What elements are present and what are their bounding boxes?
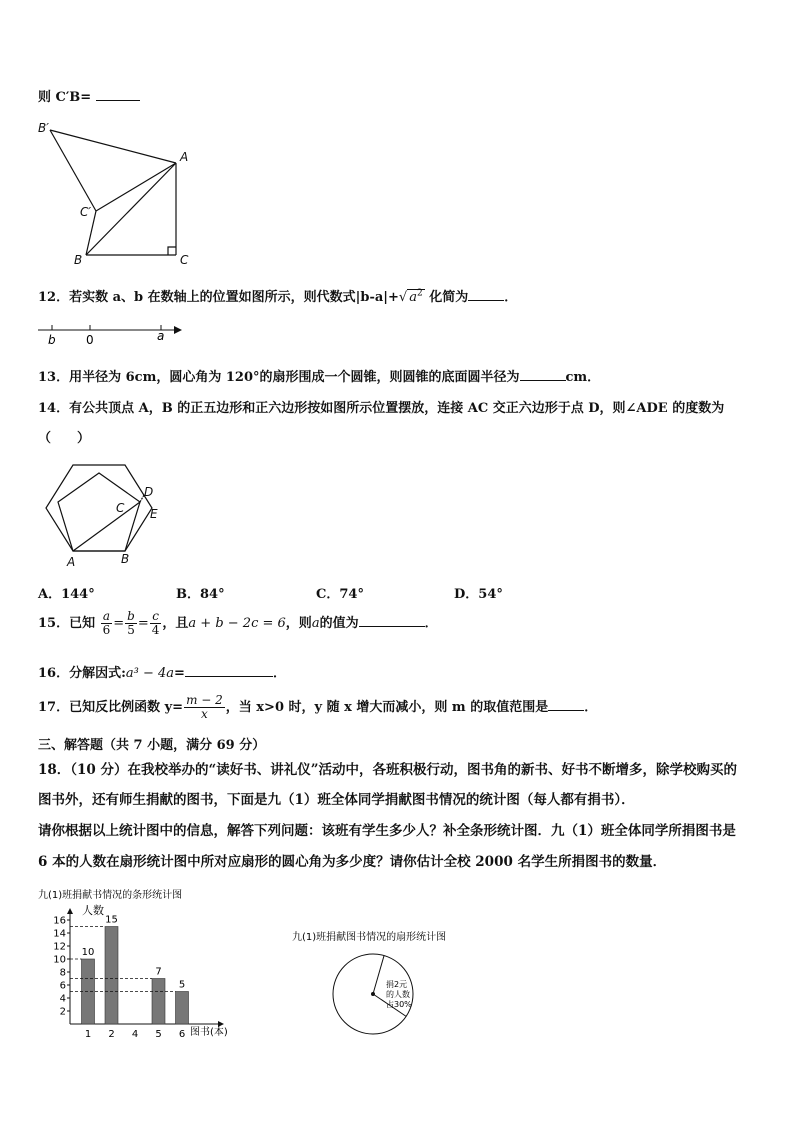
y-tick-label: 2: [59, 1006, 66, 1018]
y-tick-label: 8: [59, 967, 66, 979]
pie-title: 九(1)班捐献图书情况的扇形统计图: [292, 932, 447, 943]
y-axis-label: 人数: [82, 904, 104, 917]
answer-blank[interactable]: [468, 288, 504, 301]
frac-den: 5: [127, 623, 135, 637]
frac-den: 4: [151, 623, 160, 637]
q14-paren-text: （ ）: [38, 431, 91, 446]
q18-line-1: 18．（10 分）在我校举办的“读好书、讲礼仪”活动中，各班积极行动，图书角的新书、好书不断增多，除学校购买的: [38, 762, 738, 778]
y-tick-label: 6: [59, 980, 66, 992]
q12-text: 12．若实数 a、b 在数轴上的位置如图所示，则代数式|b-a|+: [38, 290, 399, 305]
y-axis-arrow: [67, 908, 73, 914]
bar-data-label: 7: [155, 966, 162, 978]
option-c[interactable]: C．74°: [316, 587, 364, 602]
label-a: A: [67, 555, 76, 569]
number-line: [36, 320, 186, 350]
label-e: E: [150, 507, 158, 521]
q16-expression: a³ − 4a: [125, 666, 175, 681]
q15-end: ．: [424, 616, 438, 631]
answer-blank[interactable]: [548, 698, 584, 711]
question-17: [38, 694, 597, 721]
q15-suffix: 的值为: [319, 616, 359, 631]
hexagon-pentagon-figure: [40, 462, 180, 572]
q11-answer-line: [38, 86, 140, 105]
q13-end: cm．: [565, 370, 601, 385]
x-tick-label: 1: [84, 1029, 92, 1040]
frac-den: x: [201, 707, 208, 721]
chart-title: 九(1)班捐献书情况的条形统计图: [38, 890, 183, 901]
pie-chart: [286, 924, 486, 1040]
x-tick-label: 5: [155, 1029, 162, 1040]
fraction-a-6: [101, 610, 113, 637]
option-d[interactable]: D．54°: [454, 587, 503, 602]
q14-text: 14．有公共顶点 A，B 的正五边形和正六边形按如图所示位置摆放，连接 AC 交正六边形于点 D，则∠ADE 的度数为: [38, 401, 725, 416]
frac-num: c: [150, 610, 162, 624]
q18-line-3: 请你根据以上统计图中的信息，解答下列问题：该班有学生多少人？补全条形统计图．九（1）班全体同学所捐图书是: [38, 823, 736, 839]
label-b: B: [121, 552, 130, 566]
label-b-prime: B′: [38, 121, 49, 135]
fraction-c-4: [150, 610, 162, 637]
q12-text2: 化简为: [424, 290, 469, 305]
numberline-zero: 0: [86, 333, 94, 347]
label-c-prime: C′: [80, 205, 92, 219]
pie-slice-label: 占30%: [386, 1000, 412, 1009]
q18-line-2: 图书外，还有师生捐献的图书，下面是九（1）班全体同学捐献图书情况的统计图（每人都有捐书）．: [38, 792, 635, 808]
x-tick-label: 6: [178, 1029, 186, 1040]
label-c: C: [116, 501, 125, 515]
option-a[interactable]: A．144°: [38, 587, 95, 602]
x-tick-label: 4: [131, 1029, 139, 1040]
q17-prefix: 17．已知反比例函数 y=: [38, 700, 184, 715]
y-tick-label: 16: [53, 915, 66, 927]
q17-end: ．: [584, 700, 598, 715]
question-15: [38, 610, 438, 637]
q15-var: a: [311, 616, 320, 631]
bar: [152, 979, 165, 1025]
sqrt-symbol: √: [398, 290, 408, 305]
fraction-b-5: [125, 610, 137, 637]
frac-den: 6: [102, 623, 111, 637]
q16-prefix: 16．分解因式:: [38, 666, 126, 681]
label-b: B: [74, 253, 83, 267]
option-b[interactable]: B．84°: [176, 587, 225, 602]
y-tick-label: 10: [53, 954, 66, 966]
answer-blank[interactable]: [96, 88, 140, 101]
question-16: [38, 662, 286, 681]
x-tick-label: 2: [108, 1029, 115, 1040]
y-tick-label: 14: [53, 928, 66, 940]
triangle-rotation-figure: [30, 118, 200, 268]
bar-chart: [36, 884, 266, 1040]
label-c: C: [180, 253, 189, 267]
q12-end: ．: [504, 290, 518, 305]
bar-data-label: 5: [178, 979, 186, 991]
section-heading: 三、解答题（共 7 小题，满分 69 分）: [38, 738, 266, 753]
q13-text: 13．用半径为 6cm，圆心角为 120°的扇形围成一个圆锥，则圆锥的底面圆半径为: [38, 370, 520, 385]
radicand-exponent: 2: [416, 288, 423, 299]
frac-num: m − 2: [186, 693, 223, 707]
bar: [176, 992, 189, 1025]
q18-line-4: 6 本的人数在扇形统计图中所对应扇形的圆心角为多少度？请你估计全校 2000 名学生所捐图书的数量．: [38, 854, 667, 870]
q15-mid: ，且: [162, 616, 189, 631]
bar-data-label: 15: [105, 914, 118, 926]
equals: =: [174, 666, 185, 681]
numberline-a: a: [157, 329, 165, 343]
pie-center-dot: [371, 992, 375, 996]
pie-slice-label: 的人数: [386, 990, 410, 999]
frac-num: b: [127, 609, 135, 623]
y-tick-label: 12: [53, 941, 66, 953]
q16-end: ．: [272, 666, 286, 681]
bar: [105, 927, 118, 1025]
question-12: [38, 286, 517, 305]
answer-blank[interactable]: [520, 368, 566, 381]
radicand-a: a: [409, 290, 417, 305]
question-14: [38, 397, 724, 416]
label-a: A: [180, 150, 189, 164]
answer-blank[interactable]: [185, 664, 273, 677]
bar-data-label: 10: [81, 947, 95, 958]
x-axis-label: 图书(本): [190, 1027, 228, 1038]
q17-suffix: ，当 x>0 时，y 随 x 增大而减小，则 m 的取值范围是: [225, 700, 549, 715]
q15-expression: a + b − 2c = 6: [188, 616, 286, 631]
equals: =: [137, 616, 149, 631]
q14-paren: [38, 427, 90, 446]
question-13: [38, 366, 600, 385]
q15-prefix: 15．已知: [38, 616, 96, 631]
label-d: D: [144, 485, 154, 499]
answer-blank[interactable]: [359, 614, 425, 627]
sqrt-radicand: [407, 289, 425, 305]
equals: =: [113, 616, 125, 631]
q11-prefix: 则 C′B=: [38, 90, 92, 105]
q15-mid2: ，则: [285, 616, 312, 631]
frac-num: a: [101, 610, 113, 624]
fraction-m-2-over-x: [184, 694, 225, 721]
pie-slice-label: 捐2元: [386, 980, 408, 989]
numberline-b: b: [48, 333, 56, 347]
y-tick-label: 4: [59, 993, 66, 1005]
